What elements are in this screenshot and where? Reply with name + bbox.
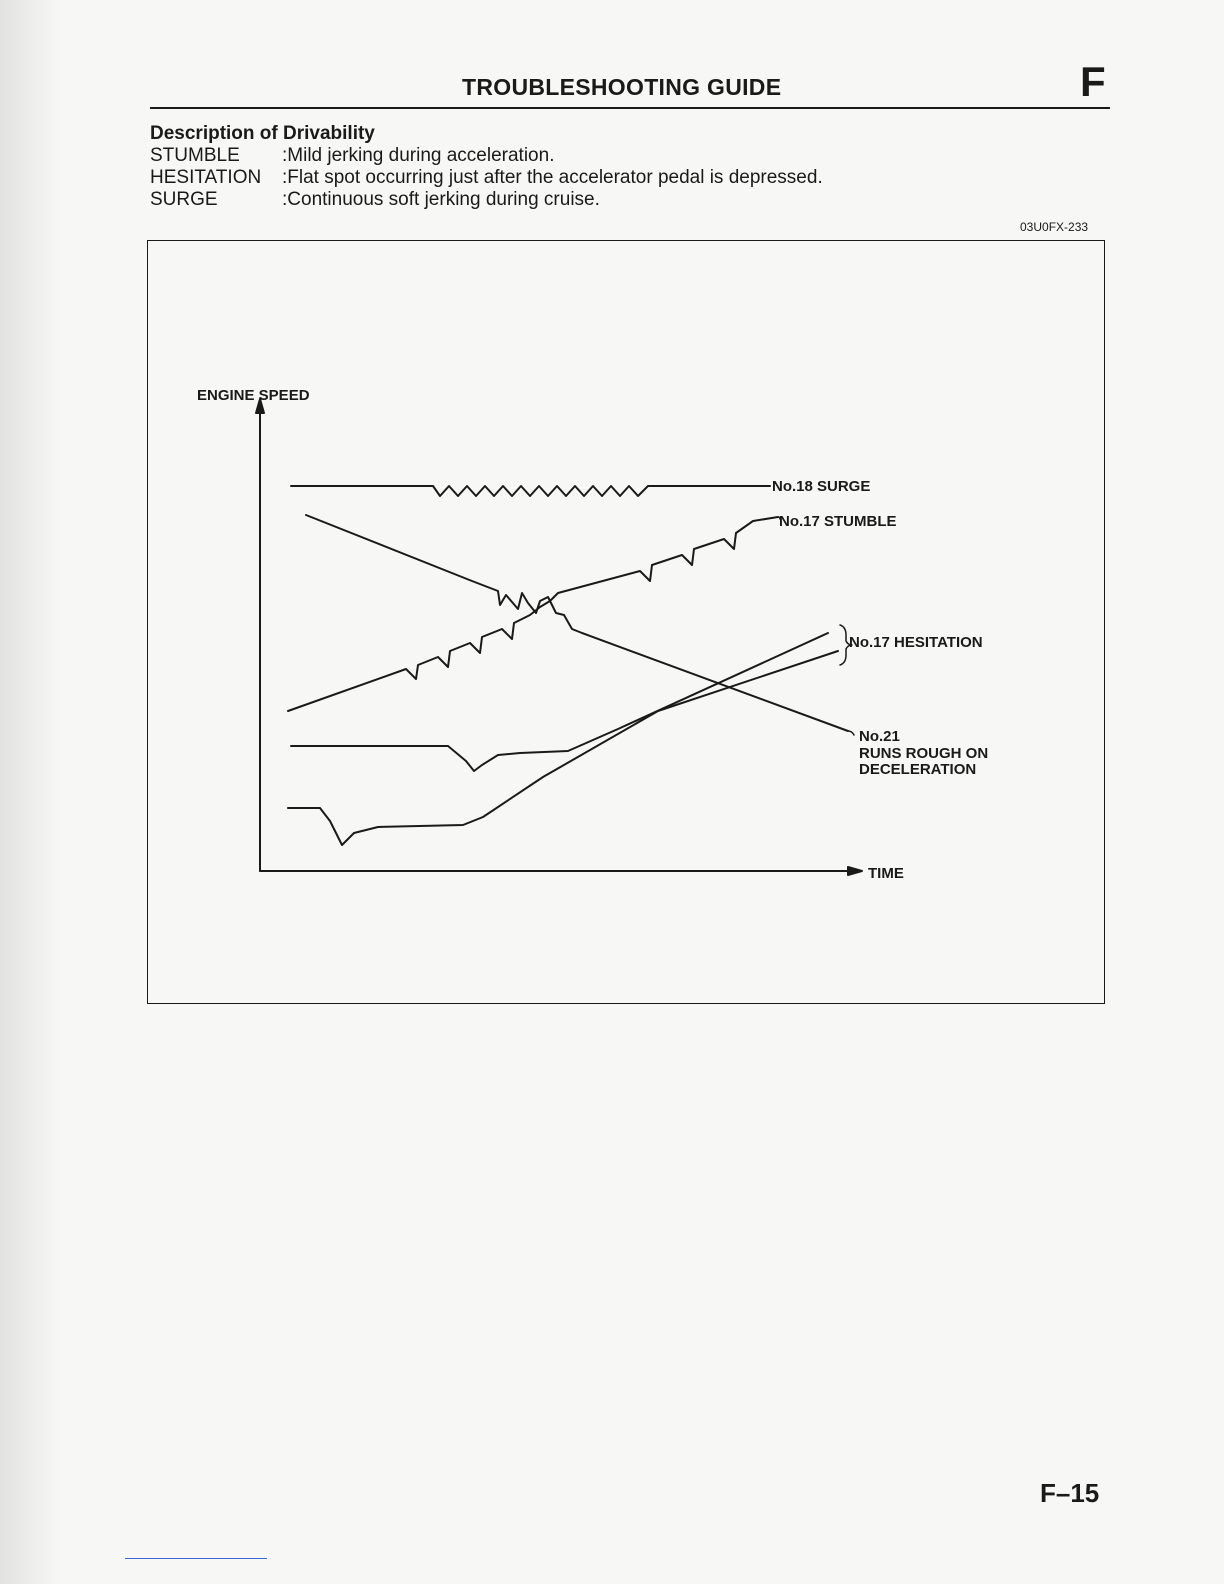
description-term: HESITATION xyxy=(150,167,262,188)
description-separator: : xyxy=(282,189,288,210)
deceleration-number-label: No.21 xyxy=(859,728,900,745)
description-item-hesitation xyxy=(150,167,823,189)
stumble-label: No.17 STUMBLE xyxy=(779,513,897,530)
section-letter: F xyxy=(1080,58,1106,105)
description-text: Flat spot occurring just after the accelerator pedal is depressed. xyxy=(287,167,823,188)
drivability-diagram xyxy=(147,240,1105,1004)
description-separator: : xyxy=(282,167,288,188)
x-axis-arrow xyxy=(848,867,862,875)
page-edge-shadow xyxy=(0,0,60,1584)
hesitation-curve-upper xyxy=(291,633,828,771)
diagram-canvas xyxy=(148,241,1106,1005)
drivability-description xyxy=(150,123,823,211)
hesitation-curve-lower xyxy=(288,651,838,845)
description-term: SURGE xyxy=(150,189,218,210)
deceleration-curve xyxy=(306,515,848,731)
hesitation-label: No.17 HESITATION xyxy=(849,634,983,651)
description-item-stumble xyxy=(150,145,823,167)
page-title: TROUBLESHOOTING GUIDE xyxy=(462,74,782,100)
deceleration-leader xyxy=(848,731,854,735)
stumble-curve xyxy=(288,517,778,711)
page-number: F–15 xyxy=(1040,1478,1100,1508)
description-text: Continuous soft jerking during cruise. xyxy=(287,189,600,210)
surge-curve xyxy=(291,486,768,496)
description-heading: Description of Drivability xyxy=(150,123,375,144)
footer-link-underline xyxy=(125,1558,267,1559)
deceleration-label-line2: DECELERATION xyxy=(859,761,977,778)
description-item-surge xyxy=(150,189,823,211)
description-text: Mild jerking during acceleration. xyxy=(287,145,555,166)
header-divider xyxy=(150,107,1110,109)
surge-label: No.18 SURGE xyxy=(772,478,871,495)
figure-code: 03U0FX-233 xyxy=(1020,220,1089,234)
x-axis-label: TIME xyxy=(868,865,904,882)
description-separator: : xyxy=(282,145,288,166)
y-axis-label: ENGINE SPEED xyxy=(197,387,310,404)
description-term: STUMBLE xyxy=(150,145,240,166)
deceleration-label-line1: RUNS ROUGH ON xyxy=(859,745,989,762)
